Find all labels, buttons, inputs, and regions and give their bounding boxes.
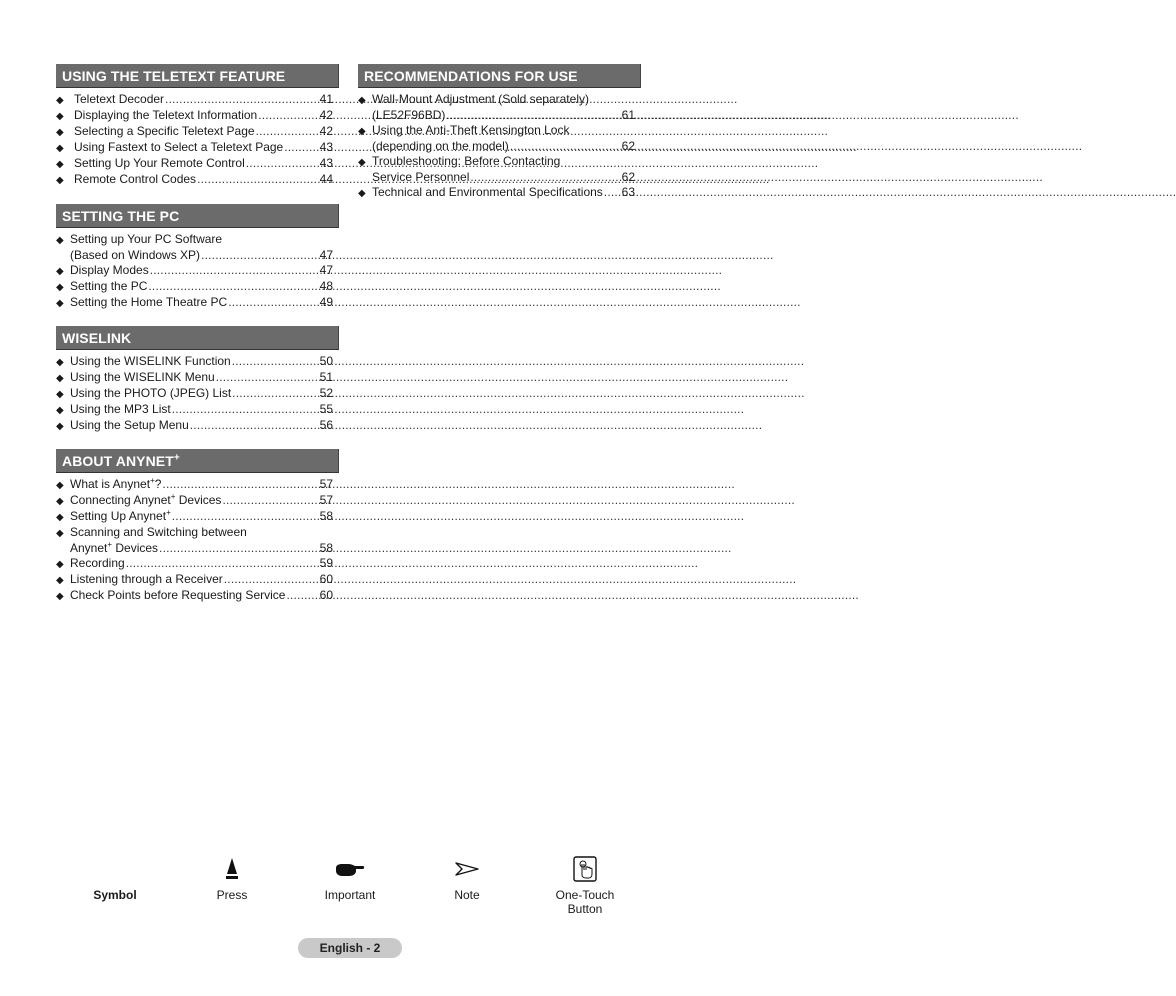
diamond-bullet-icon: ◆ — [56, 575, 64, 586]
section-title-wiselink: WISELINK — [56, 326, 339, 350]
toc-entry: ◆ What is Anynet+? ..... 57 — [56, 477, 339, 493]
diamond-bullet-icon: ◆ — [56, 159, 64, 170]
diamond-bullet-icon: ◆ — [56, 591, 64, 602]
diamond-bullet-icon: ◆ — [56, 266, 64, 277]
toc-entry: ◆ Troubleshooting: Before Contacting Service Personnel ..... 62 — [358, 154, 641, 185]
diamond-bullet-icon: ◆ — [56, 175, 64, 186]
diamond-bullet-icon: ◆ — [56, 559, 64, 570]
toc-entry: ◆ Listening through a Receiver ..... 60 — [56, 572, 339, 588]
diamond-bullet-icon: ◆ — [56, 282, 64, 293]
right-column — [358, 64, 641, 201]
one-touch-button-icon — [573, 856, 597, 885]
press-icon — [225, 856, 239, 885]
toc-entry: ◆ Display Modes ..... 47 — [56, 263, 339, 279]
toc-entry: ◆ Using the WISELINK Menu ..... 51 — [56, 370, 339, 386]
diamond-bullet-icon: ◆ — [56, 528, 64, 539]
toc-entry: ◆ Setting the Home Theatre PC ..... 49 — [56, 295, 339, 311]
toc-entry: ◆ Selecting a Specific Teletext Page ..... 42 — [56, 124, 339, 140]
diamond-bullet-icon: ◆ — [56, 235, 64, 246]
diamond-bullet-icon: ◆ — [358, 188, 366, 199]
section-title-teletext: USING THE TELETEXT FEATURE — [56, 64, 339, 88]
toc-entry: ◆ Using the Setup Menu ..... 56 — [56, 418, 339, 434]
note-arrow-icon — [454, 862, 480, 879]
toc-entry: ◆ Displaying the Teletext Information ..... 42 — [56, 108, 339, 124]
section-title-anynet: ABOUT ANYNET+ — [56, 449, 339, 473]
diamond-bullet-icon: ◆ — [358, 126, 366, 137]
diamond-bullet-icon: ◆ — [56, 389, 64, 400]
toc-entry: ◆ Setting up Your PC Software (Based on Windows XP) ..... 47 — [56, 232, 339, 263]
toc-entry: ◆ Using the PHOTO (JPEG) List ..... 52 — [56, 386, 339, 402]
toc-entry: ◆ Using the Anti-Theft Kensington Lock (depending on the model) ..... 62 — [358, 123, 641, 154]
diamond-bullet-icon: ◆ — [56, 496, 64, 507]
toc-entry: ◆ Wall-Mount Adjustment (Sold separately) (LE52F96BD) ..... 61 — [358, 92, 641, 123]
section-recommendations — [358, 64, 641, 201]
toc-entry: ◆ Scanning and Switching between Anynet+ Devices ..... 58 — [56, 525, 339, 556]
toc-entry: ◆ Using the WISELINK Function ..... 50 — [56, 354, 339, 370]
pointing-hand-icon — [335, 862, 365, 881]
diamond-bullet-icon: ◆ — [56, 405, 64, 416]
diamond-bullet-icon: ◆ — [56, 95, 64, 106]
toc-entry: ◆ Using Fastext to Select a Teletext Page ..... 43 — [56, 140, 339, 156]
section-title-recommendations: RECOMMENDATIONS FOR USE — [358, 64, 641, 88]
diamond-bullet-icon: ◆ — [56, 373, 64, 384]
toc-entry: ◆ Using the MP3 List ..... 55 — [56, 402, 339, 418]
toc-entry: ◆ Setting the PC ..... 48 — [56, 279, 339, 295]
section-wiselink — [56, 326, 339, 434]
diamond-bullet-icon: ◆ — [56, 357, 64, 368]
toc-entry: ◆ Recording ..... 59 — [56, 556, 339, 572]
toc-entry: ◆ Connecting Anynet+ Devices ..... 57 — [56, 493, 339, 509]
diamond-bullet-icon: ◆ — [56, 111, 64, 122]
diamond-bullet-icon: ◆ — [56, 143, 64, 154]
section-setting-pc — [56, 204, 339, 311]
section-teletext — [56, 64, 339, 188]
diamond-bullet-icon: ◆ — [358, 95, 366, 106]
toc-entry: ◆ Technical and Environmental Specifications ..... 63 — [358, 185, 641, 201]
toc-entry: ◆ Setting Up Anynet+ ..... 58 — [56, 509, 339, 525]
diamond-bullet-icon: ◆ — [56, 127, 64, 138]
diamond-bullet-icon: ◆ — [56, 480, 64, 491]
toc-entry: ◆ Setting Up Your Remote Control ..... 43 — [56, 156, 339, 172]
toc-entry: ◆ Teletext Decoder ..... 41 — [56, 92, 339, 108]
symbol-legend: Symbol Press Important Note One-Touch Button — [0, 852, 700, 922]
diamond-bullet-icon: ◆ — [56, 298, 64, 309]
diamond-bullet-icon: ◆ — [56, 512, 64, 523]
diamond-bullet-icon: ◆ — [56, 421, 64, 432]
page-number-badge: English - 2 — [298, 938, 402, 958]
diamond-bullet-icon: ◆ — [358, 157, 366, 168]
toc-entry: ◆ Remote Control Codes ..... 44 — [56, 172, 339, 188]
section-anynet — [56, 449, 339, 604]
section-title-pc: SETTING THE PC — [56, 204, 339, 228]
left-column — [56, 64, 339, 604]
toc-entry: ◆ Check Points before Requesting Service ..... 60 — [56, 588, 339, 604]
